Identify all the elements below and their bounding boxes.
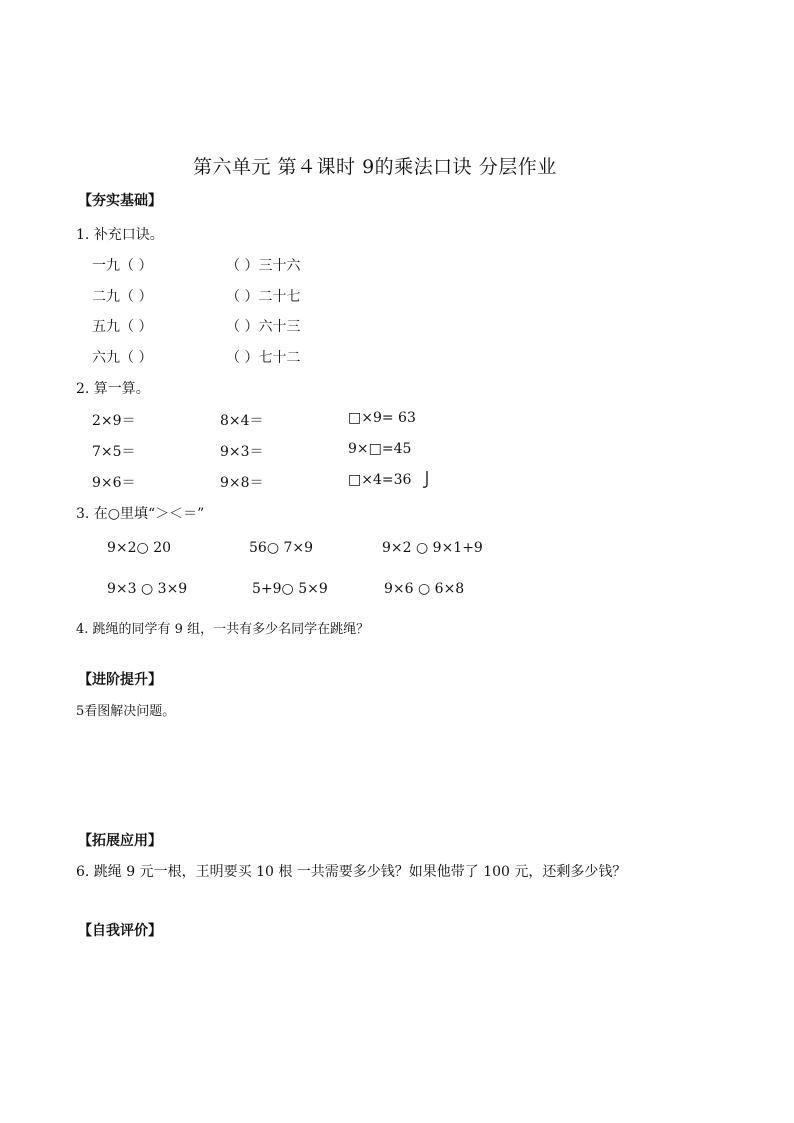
section-header-basic: 【夯实基础】	[78, 193, 162, 209]
q3-r1-c1: 9×2○ 20	[107, 540, 172, 556]
q1-row1-left: 一九（ ）	[92, 258, 153, 274]
question-1-label: 1. 补充口诀。	[76, 227, 164, 243]
question-6: 6. 跳绳 9 元一根，王明要买 10 根 一共需要多少钱？如果他带了 100 元，还剩多少钱？	[76, 864, 627, 880]
q3-r2-c2: 5+9○ 5×9	[252, 581, 328, 597]
q2-r2-c3: 9×□=45	[348, 441, 412, 457]
q1-row4-left: 六九（ ）	[92, 350, 153, 366]
question-2-label: 2. 算一算。	[76, 381, 150, 397]
q2-r1-c2: 8×4＝	[220, 413, 264, 429]
q1-row3-left: 五九（ ）	[92, 319, 153, 335]
q1-row1-right: （ ）三十六	[226, 258, 301, 274]
q3-r1-c2: 56○ 7×9	[249, 540, 314, 556]
q2-r2-c1: 7×5＝	[92, 444, 136, 460]
pen-mark-icon	[420, 470, 432, 490]
q3-r2-c3: 9×6 ○ 6×8	[384, 581, 465, 597]
q3-r1-c3: 9×2 ○ 9×1+9	[382, 540, 483, 556]
q2-r1-c1: 2×9＝	[92, 413, 136, 429]
q2-r3-c1: 9×6＝	[92, 475, 136, 491]
section-header-self-evaluation: 【自我评价】	[78, 923, 162, 939]
q1-row2-left: 二九（ ）	[92, 289, 153, 305]
q2-r3-c3: □×4=36	[348, 472, 412, 488]
question-3-label: 3. 在○里填“＞＜＝”	[76, 506, 205, 522]
q1-row4-right: （ ）七十二	[226, 350, 301, 366]
section-header-extension: 【拓展应用】	[78, 833, 162, 849]
question-5: 5看图解决问题。	[76, 704, 176, 719]
section-header-advanced: 【进阶提升】	[78, 672, 162, 688]
q2-r2-c2: 9×3＝	[220, 444, 264, 460]
page-title: 第六单元 第４课时 9的乘法口诀 分层作业	[193, 156, 557, 178]
q1-row2-right: （ ）二十七	[226, 289, 301, 305]
q3-r2-c1: 9×3 ○ 3×9	[107, 581, 188, 597]
q1-row3-right: （ ）六十三	[226, 319, 301, 335]
question-4: 4. 跳绳的同学有 9 组，一共有多少名同学在跳绳？	[76, 622, 370, 637]
q2-r3-c2: 9×8＝	[220, 475, 264, 491]
q2-r1-c3: □×9= 63	[348, 410, 416, 426]
